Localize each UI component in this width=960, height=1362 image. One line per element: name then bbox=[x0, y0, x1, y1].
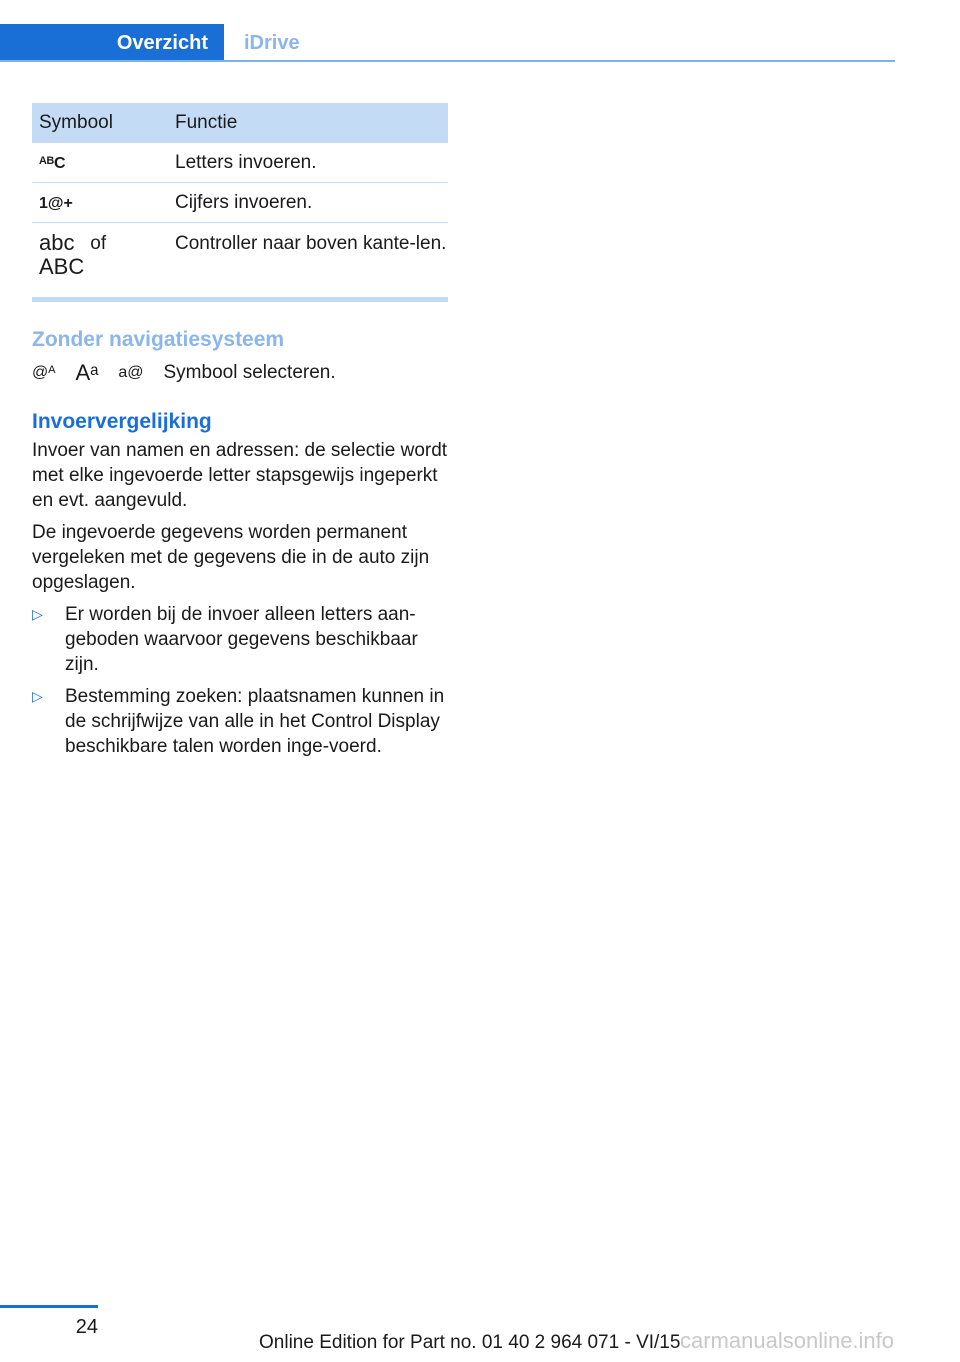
table-row bbox=[32, 143, 448, 183]
section-title-zonder-navigatie: Zonder navigatiesysteem bbox=[32, 328, 285, 351]
page-number: 24 bbox=[75, 1316, 98, 1338]
case-letters-icon: Aᵃ bbox=[75, 360, 99, 385]
table-cell-function: Cijfers invoeren. bbox=[168, 183, 448, 223]
list-item-text: Bestemming zoeken: plaatsnamen kunnen in de schrijfwijze van alle in het Control Display beschikbare talen worden inge-voerd. bbox=[65, 686, 445, 757]
watermark: carmanualsonline.info bbox=[680, 1328, 895, 1353]
digits-symbol-icon: 1@+ bbox=[39, 194, 73, 212]
triangle-bullet-icon: ▷ bbox=[32, 606, 43, 622]
lowercase-symbol: abc bbox=[39, 230, 75, 255]
table-row bbox=[32, 223, 448, 300]
or-label: of bbox=[90, 233, 107, 254]
table-header-row bbox=[32, 103, 448, 143]
table-row bbox=[32, 183, 448, 223]
column-header-function: Functie bbox=[168, 103, 448, 143]
lowercase-at-icon: a@ bbox=[118, 364, 144, 381]
header-divider bbox=[0, 60, 895, 62]
symbol-table bbox=[32, 103, 448, 302]
section-title-invoervergelijking: Invoervergelijking bbox=[32, 410, 212, 433]
page-header bbox=[0, 24, 895, 62]
paragraph: Invoer van namen en adressen: de selectie wordt met elke ingevoerde letter stapsgewijs ingeperkt en evt. aangevuld. bbox=[32, 440, 448, 511]
list-item bbox=[32, 684, 448, 759]
paragraph: De ingevoerde gegevens worden permanent vergeleken met de gegevens die in de auto zijn opgeslagen. bbox=[32, 522, 430, 593]
main-content bbox=[32, 103, 448, 766]
letters-symbol-icon: ᴬᴮC bbox=[39, 154, 66, 172]
triangle-bullet-icon: ▷ bbox=[32, 688, 43, 704]
table-cell-function: Controller naar boven kante-len. bbox=[168, 223, 448, 300]
tab-idrive[interactable]: iDrive bbox=[244, 31, 300, 54]
at-uppercase-icon: @ᴬ bbox=[32, 364, 56, 381]
column-header-symbol: Symbool bbox=[32, 103, 168, 143]
case-toggle-symbol-icon bbox=[39, 231, 84, 279]
list-item-text: Er worden bij de invoer alleen letters aan-geboden waarvoor gegevens beschikbaar zijn. bbox=[65, 604, 418, 675]
footer-divider bbox=[0, 1305, 98, 1308]
tab-overzicht[interactable]: Overzicht bbox=[0, 24, 224, 62]
table-cell-function: Letters invoeren. bbox=[168, 143, 448, 183]
list-item bbox=[32, 602, 448, 677]
symbol-select-line bbox=[32, 360, 448, 386]
symbol-select-text: Symbool selecteren. bbox=[163, 362, 336, 383]
uppercase-symbol: ABC bbox=[39, 254, 85, 279]
edition-note: Online Edition for Part no. 01 40 2 964 071 - VI/15 bbox=[259, 1332, 681, 1353]
